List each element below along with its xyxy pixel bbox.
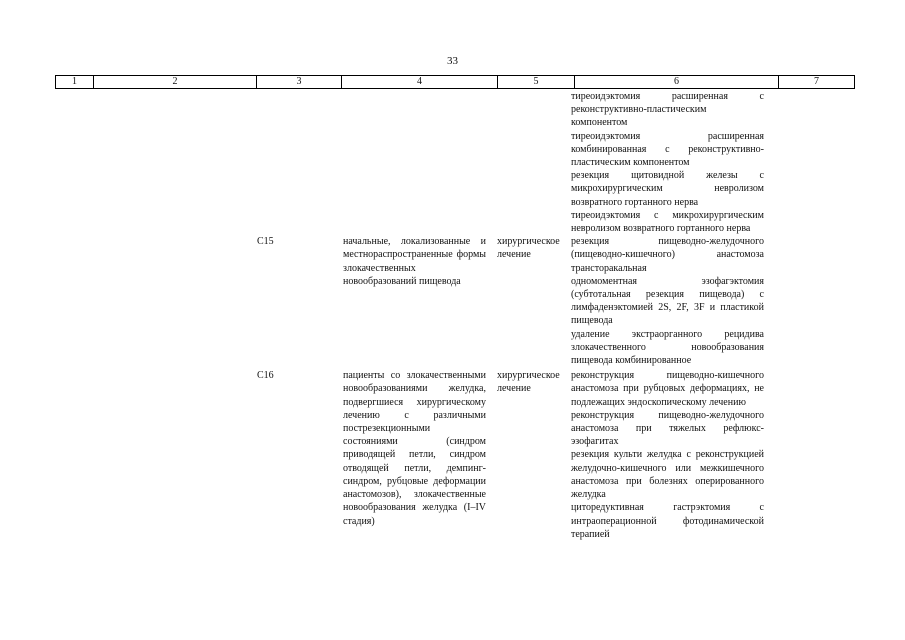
treatment-type-cell: хирургическое лечение: [497, 236, 560, 261]
page-number: 33: [447, 55, 458, 67]
procedure-item: одномоментная эзофагэктомия (субтотальная резекция пищевода) с лимфаденэктомией 2S, 2F, 3F и пластикой пищевода: [571, 275, 764, 327]
procedure-item: резекция щитовидной железы с микрохирургическим невролизом возвратного гортанного нерва: [571, 170, 764, 208]
treatment-method-cell: [569, 90, 772, 235]
table-row: [55, 90, 847, 235]
treatment-method-cell: [569, 369, 772, 541]
table-body: [55, 90, 847, 541]
standard-cell: [772, 90, 847, 235]
procedure-item: тиреоидэктомия расширенная комбинированная с реконструктивно-пластическим компонентом: [571, 130, 764, 169]
column-header-1: 1: [56, 76, 94, 89]
code-cell: [254, 90, 338, 235]
procedure-item: реконструкция пищеводно-желудочного анастомоза при тяжелых рефлюкс-эзофагитах: [571, 409, 764, 448]
code-cell: C15: [257, 236, 274, 248]
row-number-cell: [55, 369, 92, 541]
treatment-type-cell: хирургическое лечение: [497, 370, 560, 395]
profile-cell: [92, 235, 254, 367]
row-number-cell: [55, 90, 92, 235]
table-row: [55, 369, 847, 541]
column-header-7: 7: [779, 76, 855, 89]
procedure-item: циторедуктивная гастрэктомия с интраоперационной фотодинамической терапией: [571, 502, 764, 540]
profile-cell: [92, 90, 254, 235]
treatment-type-cell: [493, 90, 569, 235]
column-header-5: 5: [498, 76, 575, 89]
row-number-cell: [55, 235, 92, 367]
column-header-4: 4: [342, 76, 498, 89]
column-header-6: 6: [575, 76, 779, 89]
patient-model-cell: начальные, локализованные и местнораспространенные формы злокачественных новообразований пищевода: [343, 236, 486, 287]
procedure-item: реконструкция пищеводно-кишечного анастомоза при рубцовых деформациях, не подлежащих эндоскопическому лечению: [571, 370, 764, 408]
treatment-method-cell: [569, 235, 772, 367]
standard-cell: [772, 369, 847, 541]
procedure-item: удаление экстраорганного рецидива злокачественного новообразования пищевода комбинированное: [571, 328, 764, 367]
column-header-2: 2: [94, 76, 257, 89]
procedure-item: резекция культи желудка с реконструкцией желудочно-кишечного или межкишечного анастомоза при болезнях оперированного желудка: [571, 449, 764, 501]
patient-model-cell: пациенты со злокачественными новообразованиями желудка, подвергшиеся хирургическому лечению с различными пострезекционными состояниями (синдром приводящей петли, синдром отводящей петли, демпинг-синдром, рубцовые деформации анастомозов), злокачественные новообразования желудка (I–IV стадия): [343, 370, 486, 527]
patient-model-cell: [338, 90, 493, 235]
column-header-3: 3: [257, 76, 342, 89]
procedure-item: резекция пищеводно-желудочного (пищеводно-кишечного) анастомоза трансторакальная: [571, 236, 764, 274]
code-cell: C16: [257, 370, 274, 382]
table-header-row: [55, 75, 855, 89]
procedure-item: тиреоидэктомия расширенная с реконструктивно-пластическим компонентом: [571, 91, 764, 129]
profile-cell: [92, 369, 254, 541]
table-row: [55, 235, 847, 367]
procedure-item: тиреоидэктомия с микрохирургическим невролизом возвратного гортанного нерва: [571, 209, 764, 235]
standard-cell: [772, 235, 847, 367]
